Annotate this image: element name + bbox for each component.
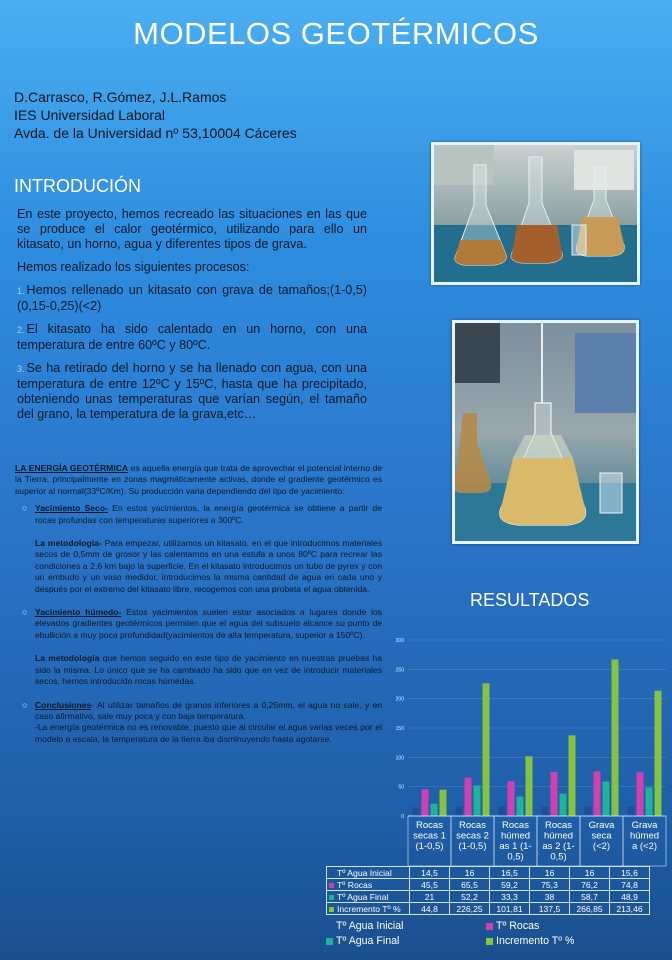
bar-2-2 [517,796,524,816]
x-tick-label: Rocas [459,820,486,831]
x-tick-label: Grava [631,820,658,831]
series-swatch [329,907,334,912]
table-row [327,891,650,903]
intro-section [17,207,367,430]
bar-3-0 [440,790,447,816]
series-swatch [329,871,334,876]
lab-photo-kitasato-illustration [455,323,636,541]
table-cell: 44,8 [410,903,450,915]
table-cell: 38 [530,891,570,903]
table-cell: 213,46 [610,903,650,915]
bar-0-4 [585,807,592,816]
results-data-table [326,866,650,915]
table-cell: 266,85 [570,903,610,915]
method-wet-text: que hemos seguido en este tipo de yacimiento en nuestras pruebas ha sido la misma. Lo único que se ha cambiado ha sido que en vez de introducir materiales secos, hemos introducido rocas húmedas. [35,653,382,687]
poster-title: MODELOS GEOTÉRMICOS [133,16,539,51]
bar-2-0 [431,804,438,816]
step-number: 2. [17,325,25,335]
y-tick-label: 0 [401,814,404,820]
table-cell: 16,5 [490,867,530,879]
lab-photo-flasks [431,142,640,285]
method-dry-text: Para empezar, utilizamos un kitasato, en el que introducimos materiales secos de 0,5mm de grosor y las calentamos en una estufa a unos 80ºC para recrear las condiciones a 2,6 km bajo la superficie. En el kitasato introducimos un tubo de pyrex y con un embudo y un vaso medidor, introducimos la misma cantidad de agua en cada uno y después por el extremo del kitasato libre, recogemos con una probeta el agua obtenida. [35,538,382,594]
y-tick-label: 150 [395,726,404,732]
table-cell: 15,6 [610,867,650,879]
bullet-circle-icon: ○ [22,503,28,514]
method-dry-title: La metodología- [35,538,102,549]
dry-deposit-title: Yacimiento Seco- [35,503,108,514]
bar-3-3 [569,735,576,816]
y-tick-label: 100 [395,755,404,762]
x-tick-label: 0,5) [550,851,567,863]
bar-3-4 [612,659,619,816]
legend-label: Tº Agua Inicial [336,920,404,932]
x-tick-label: húmed [500,830,531,842]
bar-1-4 [594,771,601,816]
legend-label: Tº Agua Final [336,935,400,947]
y-tick-label: 200 [395,696,404,703]
table-cell: 65,5 [450,879,490,891]
x-tick-label: (1-0,5) [458,841,487,852]
legend-swatch [486,938,493,945]
conclusions-text-2: -La energía geotérmica no es renovable, puesto que al circular el agua varias veces por el modelo a escala, la temperatura de la tierra iba disminuyendo hasta agotarse. [35,722,382,744]
method-wet-title: La metodología [35,653,100,664]
bar-3-1 [483,683,490,816]
address: Avda. de la Universidad nº 53,10004 Cáceres [14,125,297,141]
energy-definition [15,463,382,497]
author-names: D.Carrasco, R.Gómez, J.L.Ramos [14,89,227,105]
conclusions-title: Conclusiones [35,699,92,710]
x-tick-label: Rocas [545,820,572,831]
dry-deposit-text: En estos yacimientos, la energía geotérmica se obtiene a partir de rocas profundas con temperaturas superiores a 300ºC. [35,503,382,525]
intro-heading: INTRODUCIÓN [14,176,141,196]
bar-2-5 [646,787,653,816]
step-number: 1. [17,286,25,296]
series-label-cell [327,867,410,879]
series-label-cell [327,903,410,915]
wet-deposit-title: Yacimiento húmedo- [35,607,122,618]
bar-1-3 [551,772,558,816]
table-cell: 226,25 [450,903,490,915]
energy-text: es aquella energía que trata de aprovechar el potencial interno de la Tierra, principalmente en zonas magmáticamente activas, donde el gradiente geotérmico es superior al normal(33ºC/Km). Su producción varia dependiendo del tipo de yacimiento: [15,463,382,496]
bar-0-0 [413,807,420,816]
table-cell: 58,7 [570,891,610,903]
table-cell: 16 [530,867,570,879]
series-name: Tº Agua Inicial [337,867,392,878]
legend-item [486,935,646,950]
series-label-cell [327,891,410,903]
legend-label: Tº Rocas [496,920,540,932]
dry-deposit-item [15,503,382,526]
method-wet [15,653,382,687]
table-cell: 59,2 [490,879,530,891]
x-tick-label: (<2) [592,841,611,852]
series-name: Incremento Tº % [337,903,401,914]
x-tick-label: as 1 (1- [499,841,532,852]
wet-deposit-text: Estos yacimientos suelen estar asociados a lugares donde los elevados gradientes geotérmicos permiten que el agua del subsuelo alcance su punto de ebullición a muy poca profundidad(yacimientos de alta temperatura, superior a 150ºC). [35,607,382,640]
x-tick-label: Rocas [502,820,529,831]
lab-photo-kitasato [452,320,639,544]
chart-legend [326,920,656,950]
x-tick-label: Rocas [416,820,443,831]
step-text: Hemos rellenado un kitasato con grava de tamaños;(1-0,5)(0,15-0,25)(<2) [17,283,367,313]
conclusions-text-1: - Al utilizar tamaños de granos inferiores a 0,25mm, el agua no sale, y en caso afirmativo, sale muy poca y con baja temperatura. [35,699,382,721]
results-heading: RESULTADOS [470,590,590,610]
bullet-circle-icon: ○ [22,699,28,710]
bar-0-3 [542,807,549,816]
x-tick-label: as 2 (1- [542,841,575,852]
table-cell: 48,9 [610,891,650,903]
bar-0-5 [628,807,635,816]
bullet-circle-icon: ○ [22,607,28,618]
process-steps [17,283,367,422]
wet-deposit-item [15,607,382,641]
bar-3-5 [655,691,662,816]
energy-section [15,463,382,757]
process-step [17,322,367,353]
table-cell: 33,3 [490,891,530,903]
table-cell: 74,8 [610,879,650,891]
x-tick-label: (1-0,5) [415,841,444,852]
series-label-cell [327,879,410,891]
legend-item [326,920,486,935]
table-cell: 45,5 [410,879,450,891]
bar-1-1 [465,778,472,816]
x-tick-label: seca [591,830,612,842]
table-cell: 14,5 [410,867,450,879]
energy-lead: LA ENERGÍA GEOTÉRMICA [15,463,129,473]
authors-block [14,88,297,142]
table-row [327,903,650,915]
method-dry [15,538,382,595]
table-cell: 75,3 [530,879,570,891]
series-name: Tº Rocas [337,879,373,890]
series-name: Tº Agua Final [337,891,389,902]
bar-2-3 [560,794,567,816]
table-cell: 76,2 [570,879,610,891]
bar-1-5 [637,772,644,816]
table-row [327,879,650,891]
series-swatch [329,895,334,900]
legend-swatch [326,923,333,930]
step-number: 3. [17,364,25,374]
table-cell: 52,2 [450,891,490,903]
x-tick-label: Grava [588,820,615,831]
table-cell: 16 [450,867,490,879]
bar-2-1 [474,785,481,816]
lab-photo-flasks-illustration [434,145,637,282]
table-cell: 21 [410,891,450,903]
table-row [327,867,650,879]
conclusions-item [15,700,382,746]
processes-intro: Hemos realizado los siguientes procesos: [17,260,250,274]
legend-swatch [486,923,493,930]
intro-paragraph: En este proyecto, hemos recreado las situaciones en las que se produce el calor geotérmico, utilizando para ello un kitasato, un horno, agua y diferentes tipos de grava. [17,207,367,251]
step-text: El kitasato ha sido calentado en un horno, con una temperatura de entre 60ºC y 80ºC. [17,322,367,352]
results-bar-chart [380,630,670,870]
legend-item [326,935,486,950]
table-cell: 16 [570,867,610,879]
bar-0-2 [499,806,506,816]
table-cell: 137,5 [530,903,570,915]
legend-item [486,920,646,935]
series-swatch [329,883,334,888]
x-tick-label: a (<2) [631,841,658,852]
y-tick-label: 250 [395,667,404,674]
x-tick-label: húmed [543,830,574,842]
y-tick-label: 50 [398,784,404,791]
process-step [17,361,367,422]
bar-1-0 [422,789,429,816]
table-cell: 101,81 [490,903,530,915]
step-text: Se ha retirado del horno y se ha llenado con agua, con una temperatura de entre 12ºC y 15ºC, hasta que ha precipitado, obteniendo unas temperaturas que varían según, el tamaño del grano, la temperatura de la grava,etc… [17,361,367,421]
x-tick-label: húmed [629,830,660,842]
legend-swatch [326,938,333,945]
institution: IES Universidad Laboral [14,107,165,123]
bar-0-1 [456,807,463,816]
x-tick-label: 0,5) [507,851,524,863]
legend-label: Incremento Tº % [496,935,575,947]
process-step [17,283,367,314]
bar-2-4 [603,782,610,816]
bar-1-2 [508,781,515,816]
y-tick-label: 300 [395,638,404,644]
x-tick-label: secas 1 [413,830,446,842]
x-tick-label: secas 2 [456,830,489,842]
bar-3-2 [526,756,533,816]
